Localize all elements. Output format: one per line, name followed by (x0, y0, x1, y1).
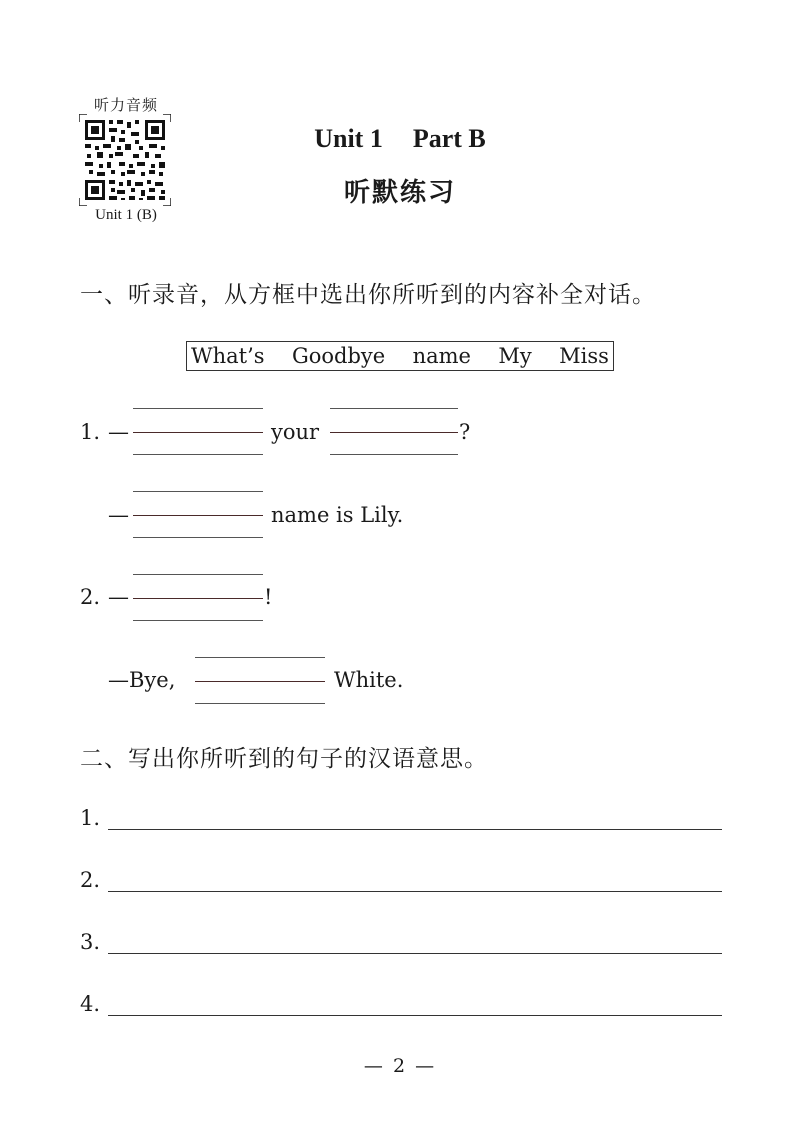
exclamation-mark: ! (264, 585, 273, 609)
dash: — (108, 585, 129, 609)
item-number-2: 2. (80, 868, 101, 892)
answer-blank-2a[interactable] (133, 574, 263, 622)
item-number-4: 4. (80, 992, 101, 1016)
word-box (186, 341, 614, 371)
dash: — (108, 503, 129, 527)
reply-bye: —Bye, (108, 668, 176, 692)
unit-title: Unit 1 (314, 124, 383, 153)
answer-blank-1b[interactable] (330, 408, 458, 456)
answer-blank-2b[interactable] (195, 657, 325, 705)
dash: — (108, 420, 129, 444)
qr-caption: Unit 1 (B) (95, 207, 157, 223)
question-number-1: 1. (80, 420, 101, 444)
part-title: Part B (412, 124, 486, 153)
answer-line-4[interactable] (108, 1015, 722, 1016)
qr-label: 听力音频 (93, 96, 158, 114)
word-option: Goodbye (291, 344, 386, 368)
page-number: — 2 — (363, 1055, 437, 1077)
section2-heading: 二、写出你所听到的句子的汉语意思。 (80, 746, 488, 772)
answer-line-3[interactable] (108, 953, 722, 954)
word-option: name (412, 344, 471, 368)
word-option: Miss (559, 344, 609, 368)
answer-blank-1a[interactable] (133, 408, 263, 456)
word-option: My (498, 344, 532, 368)
page-subtitle: 听默练习 (343, 178, 456, 208)
answer-blank-1c[interactable] (133, 491, 263, 539)
item-number-1: 1. (80, 806, 101, 830)
word-option: What’s (191, 344, 265, 368)
word-your: your (271, 420, 320, 444)
item-number-3: 3. (80, 930, 101, 954)
question-number-2: 2. (80, 585, 101, 609)
reply-text: name is Lily. (271, 503, 404, 527)
section1-heading: 一、听录音，从方框中选出你所听到的内容补全对话。 (80, 282, 656, 308)
word-white: White. (334, 668, 404, 692)
page-title (0, 124, 800, 154)
question-mark: ? (459, 420, 471, 444)
answer-line-2[interactable] (108, 891, 722, 892)
answer-line-1[interactable] (108, 829, 722, 830)
